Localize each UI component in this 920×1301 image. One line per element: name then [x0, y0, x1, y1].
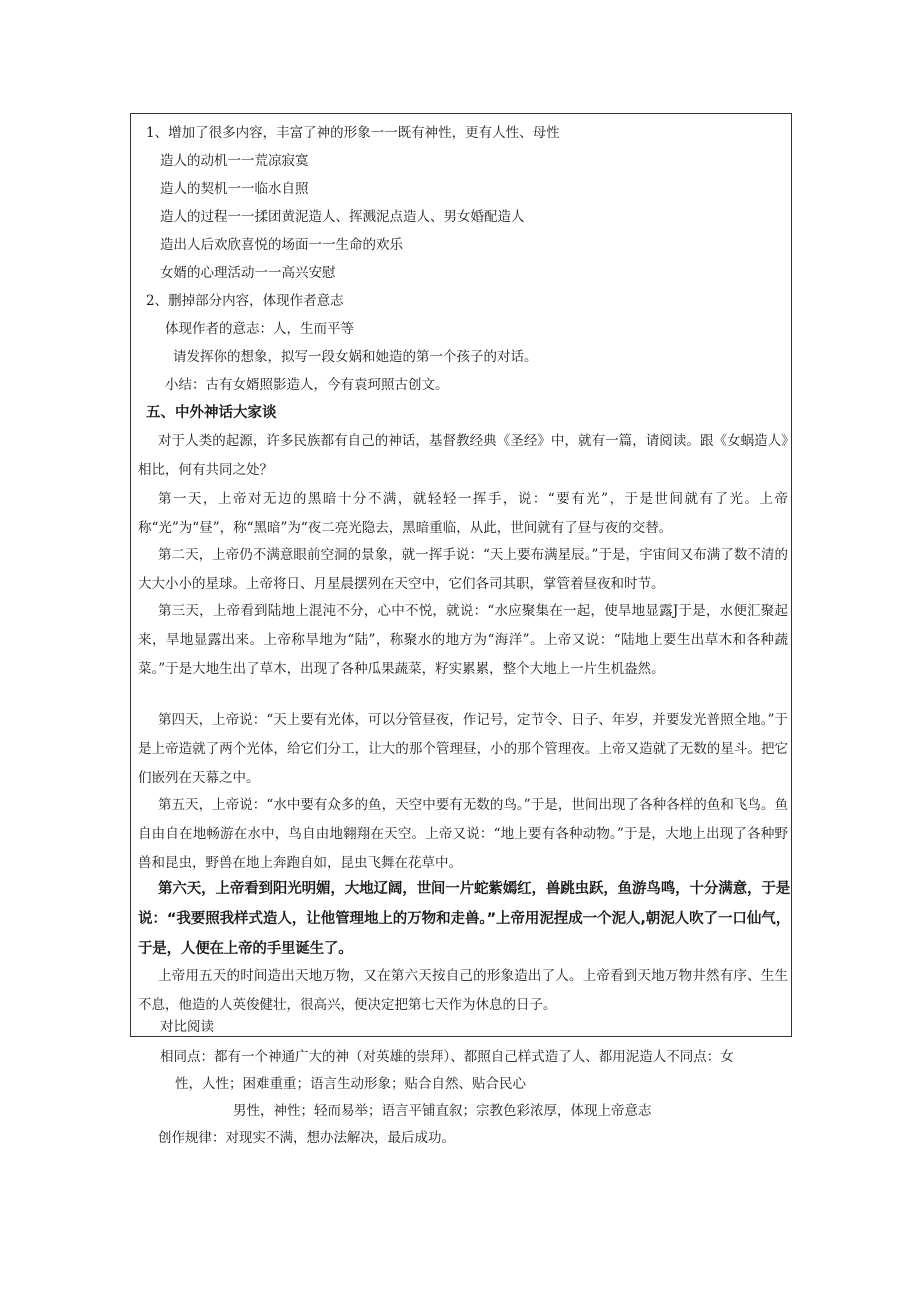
creation-occasion: 造人的契机一一临水自照: [160, 181, 309, 197]
day2-paragraph: 第二天，上帝仍不满意眼前空洞的景象，就一挥手说：“天上要布满星辰。”于是，宇宙间又布满了数不清的大大小小的星球。上帝将日、月星晨摆列在天空中，它们各司其职，掌管着昼夜和时节。: [138, 547, 788, 592]
author-will: 体现作者的意志：人，生而平等: [165, 321, 354, 337]
creation-motive: 造人的动机一一荒凉寂寞: [160, 153, 309, 169]
section-heading: 五、中外神话大家谈: [146, 405, 277, 421]
point-1: 1、增加了很多内容，丰富了神的形象一一既有神性，更有人性、母性: [146, 125, 560, 141]
creation-joy: 造出人后欢欣喜悦的场面一一生命的欢乐: [160, 237, 403, 253]
day3-paragraph: 第三天，上帝看到陆地上混沌不分，心中不悦，就说：“水应聚集在一起，使旱地显露J于是，水便汇聚起来，旱地显露出来。上帝称旱地为“陆”，称聚水的地方为“海洋”。上帝又说：“陆地上要生出草木和各种蔬菜。”于是大地生出了草木，出现了各种瓜果蔬菜，籽实累累，整个大地上一片生机盎然。: [138, 603, 788, 677]
day4-paragraph: 第四天，上帝说：“天上要有光体，可以分管昼夜，作记号，定节令、日子、年岁，并要发光普照全地。”于是上帝造就了两个光体，给它们分工，让大的那个管理昼，小的那个管理夜。上帝又造就了无数的星斗。把它们嵌列在天幕之中。: [138, 712, 788, 786]
day6-paragraph: 第六天，上帝看到阳光明媚，大地辽阔，世间一片蛇紫嫣红，兽跳虫跃，鱼游鸟鸣，十分满意，于是说：“我要照我样式造人，让他管理地上的万物和走兽。”上帝用泥捏成一个泥人,朝泥人吹了一口仙气，于是，人便在上帝的手里诞生了。: [138, 881, 790, 957]
imagination-task: 请发挥你的想象，拟写一段女娲和她造的第一个孩子的对话。: [173, 349, 538, 365]
day7-paragraph: 上帝用五天的时间造出天地万物，又在第六天按自己的形象造出了人。上帝看到天地万物井然有序、生生不息，他造的人英俊健壮，很高兴，便决定把第七天作为休息的日子。: [138, 968, 788, 1013]
similarities-line-1: 相同点：都有一个神通广大的神（对英雄的崇拜）、都照自己样式造了人、都用泥造人不同点：女: [160, 1049, 734, 1065]
point-2: 2、删掉部分内容，体现作者意志: [146, 293, 344, 309]
creation-process: 造人的过程一一揉团黄泥造人、挥溅泥点造人、男女婚配造人: [160, 209, 525, 225]
creation-rule: 创作规律：对现实不满，想办法解决，最后成功。: [158, 1130, 455, 1146]
summary: 小结：古有女婿照影造人，今有袁珂照古创文。: [165, 377, 449, 393]
compare-reading-label: 对比阅读: [160, 1019, 214, 1035]
day5-paragraph: 第五天，上帝说：“水中要有众多的鱼，天空中要有无数的鸟。”于是，世间出现了各种各样的鱼和飞鸟。鱼自由自在地畅游在水中，鸟自由地翱翔在天空。上帝又说：“地上要有各种动物。”于是，大地上出现了各种野兽和昆虫，野兽在地上奔跑自如，昆虫飞舞在花草中。: [138, 797, 788, 871]
day1-paragraph: 第一天，上帝对无边的黑暗十分不满，就轻轻一挥手，说：“要有光”，于是世间就有了光。上帝称“光”为“昼”，称“黑暗”为“夜二亮光隐去，黑暗重临，从此，世间就有了昼与夜的交替。: [138, 491, 788, 536]
psychology: 女婿的心理活动一一高兴安慰: [160, 265, 336, 281]
intro-paragraph: 对于人类的起源，许多民族都有自己的神话，基督教经典《圣经》中，就有一篇，请阅读。跟《女蜗造人》相比，何有共同之处？: [138, 433, 788, 478]
similarities-line-2: 性，人性；困难重重；语言生动形象；贴合自然、贴合民心: [175, 1076, 526, 1092]
differences-line: 男性，神性；轻而易举；语言平铺直叙；宗教色彩浓厚，体现上帝意志: [233, 1103, 652, 1119]
